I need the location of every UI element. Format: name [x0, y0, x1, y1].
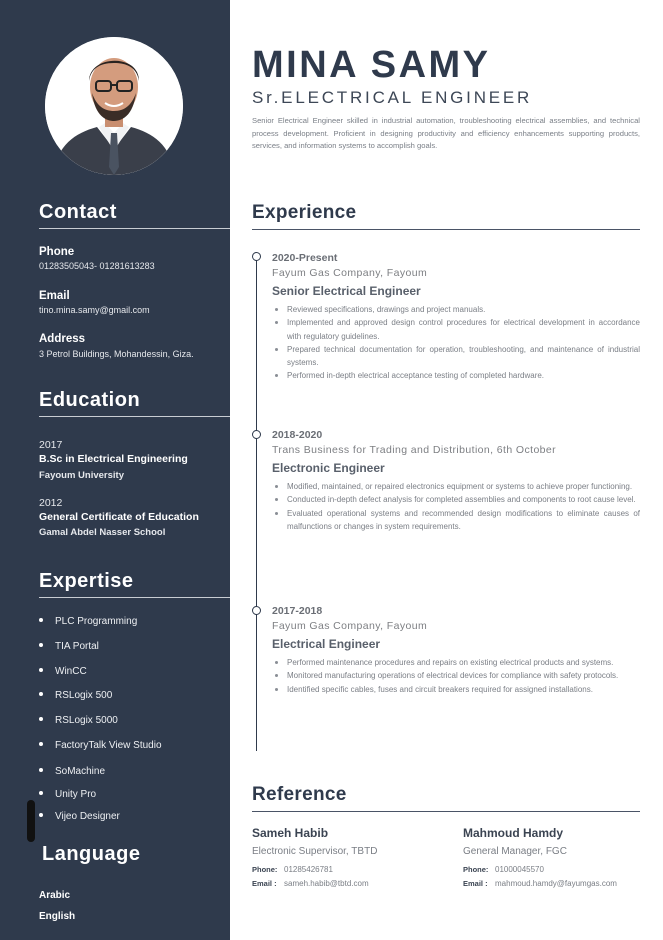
- phone-value: 01283505043- 01281613283: [39, 261, 155, 271]
- skill-item: WinCC: [39, 666, 87, 677]
- language-item: English: [39, 911, 76, 922]
- education-degree: B.Sc in Electrical Engineering: [39, 453, 188, 465]
- job-bullet: Identified specific cables, fuses and circuit breakers required for assigned installations.: [287, 683, 640, 696]
- job-bullets: [272, 480, 640, 533]
- reference-card: [252, 826, 452, 893]
- job-role: Electronic Engineer: [272, 461, 385, 475]
- person-portrait-icon: [45, 37, 183, 175]
- job-bullet: Monitored manufacturing operations of electrical devices for compliance with safety protocols.: [287, 669, 640, 682]
- bullet-icon: [39, 813, 43, 817]
- skill-item: Vijeo Designer: [39, 811, 120, 822]
- reference-email: Email : mahmoud.hamdy@fayumgas.com: [463, 879, 617, 888]
- timeline-dot: [252, 430, 261, 439]
- job-company: Fayum Gas Company, Fayoum: [272, 620, 428, 632]
- expertise-heading: Expertise: [39, 570, 134, 592]
- sidebar: [0, 0, 230, 940]
- profile-summary: Senior Electrical Engineer skilled in industrial automation, troubleshooting electrical assemblies, and technical process development. Proficient in designing productivity and efficiency enhancements supporting products, services, and information systems to accomplish goals.: [252, 116, 640, 150]
- job-role: Senior Electrical Engineer: [272, 284, 421, 298]
- job-company: Fayum Gas Company, Fayoum: [272, 267, 428, 279]
- experience-entry: [272, 429, 640, 533]
- experience-heading: Experience: [252, 202, 357, 223]
- language-heading: Language: [42, 843, 141, 865]
- job-bullet: Performed maintenance procedures and repairs on existing electrical products and systems.: [287, 656, 640, 669]
- education-heading: Education: [39, 389, 141, 411]
- reference-position: General Manager, FGC: [463, 846, 567, 857]
- job-bullet: Performed in-depth electrical acceptance testing of completed hardware.: [287, 369, 640, 382]
- job-bullets: [272, 656, 640, 696]
- reference-card: [463, 826, 663, 893]
- skill-item: RSLogix 5000: [39, 715, 118, 726]
- experience-divider: [252, 229, 640, 230]
- job-company: Trans Business for Trading and Distribution, 6th October: [272, 444, 557, 456]
- address-label: Address: [39, 333, 86, 345]
- reference-heading: Reference: [252, 784, 347, 805]
- bullet-icon: [39, 717, 43, 721]
- bullet-icon: [39, 742, 43, 746]
- full-name: MINA SAMY: [252, 44, 491, 86]
- bullet-icon: [39, 791, 43, 795]
- experience-entry: [272, 252, 640, 383]
- job-bullets: [272, 303, 640, 383]
- email-label: Email: [39, 290, 70, 302]
- phone-label: Phone: [39, 246, 75, 258]
- address-value: 3 Petrol Buildings, Mohandessin, Giza.: [39, 349, 194, 359]
- reference-name: Sameh Habib: [252, 826, 329, 840]
- skill-item: SoMachine: [39, 766, 105, 777]
- reference-position: Electronic Supervisor, TBTD: [252, 846, 378, 857]
- skill-item: PLC Programming: [39, 616, 137, 627]
- job-period: 2018-2020: [272, 429, 323, 441]
- education-school: Gamal Abdel Nasser School: [39, 527, 166, 538]
- reference-name: Mahmoud Hamdy: [463, 826, 564, 840]
- contact-heading: Contact: [39, 201, 117, 223]
- job-role: Electrical Engineer: [272, 637, 381, 651]
- education-year: 2012: [39, 497, 63, 509]
- language-item: Arabic: [39, 890, 71, 901]
- job-title: Sr.ELECTRICAL ENGINEER: [252, 88, 533, 107]
- job-period: 2017-2018: [272, 605, 323, 617]
- skill-item: RSLogix 500: [39, 690, 112, 701]
- job-bullet: Reviewed specifications, drawings and project manuals.: [287, 303, 640, 316]
- profile-photo: [45, 37, 183, 175]
- job-bullet: Evaluated operational systems and recommended design modifications to eliminate causes of malfunctions or changes in system requirements.: [287, 507, 640, 534]
- expertise-divider: [39, 597, 230, 598]
- job-bullet: Conducted in-depth defect analysis for completed assemblies and components to root cause level.: [287, 493, 640, 506]
- timeline-dot: [252, 252, 261, 261]
- bullet-icon: [39, 668, 43, 672]
- job-bullet: Modified, maintained, or repaired electronics equipment or systems to achieve proper functioning.: [287, 480, 640, 493]
- reference-phone: Phone: 01285426781: [252, 865, 333, 874]
- reference-divider: [252, 811, 640, 812]
- email-value: tino.mina.samy@gmail.com: [39, 305, 150, 315]
- bullet-icon: [39, 692, 43, 696]
- education-degree: General Certificate of Education: [39, 511, 199, 523]
- bullet-icon: [39, 643, 43, 647]
- skill-item: Unity Pro: [39, 789, 96, 800]
- skill-item: TIA Portal: [39, 641, 99, 652]
- education-year: 2017: [39, 439, 63, 451]
- experience-entry: [272, 605, 640, 696]
- bullet-icon: [39, 618, 43, 622]
- scan-mark: [27, 800, 35, 842]
- bullet-icon: [39, 768, 43, 772]
- job-period: 2020-Present: [272, 252, 338, 264]
- education-school: Fayoum University: [39, 470, 124, 481]
- job-bullet: Implemented and approved design control procedures for electrical development in accordance with regulatory guidelines.: [287, 316, 640, 343]
- reference-phone: Phone: 01000045570: [463, 865, 544, 874]
- education-divider: [39, 416, 230, 417]
- reference-email: Email : sameh.habib@tbtd.com: [252, 879, 369, 888]
- experience-timeline: [256, 257, 257, 751]
- skill-item: FactoryTalk View Studio: [39, 740, 162, 751]
- contact-divider: [39, 228, 230, 229]
- timeline-dot: [252, 606, 261, 615]
- job-bullet: Prepared technical documentation for operation, troubleshooting, and maintenance of industrial systems.: [287, 343, 640, 370]
